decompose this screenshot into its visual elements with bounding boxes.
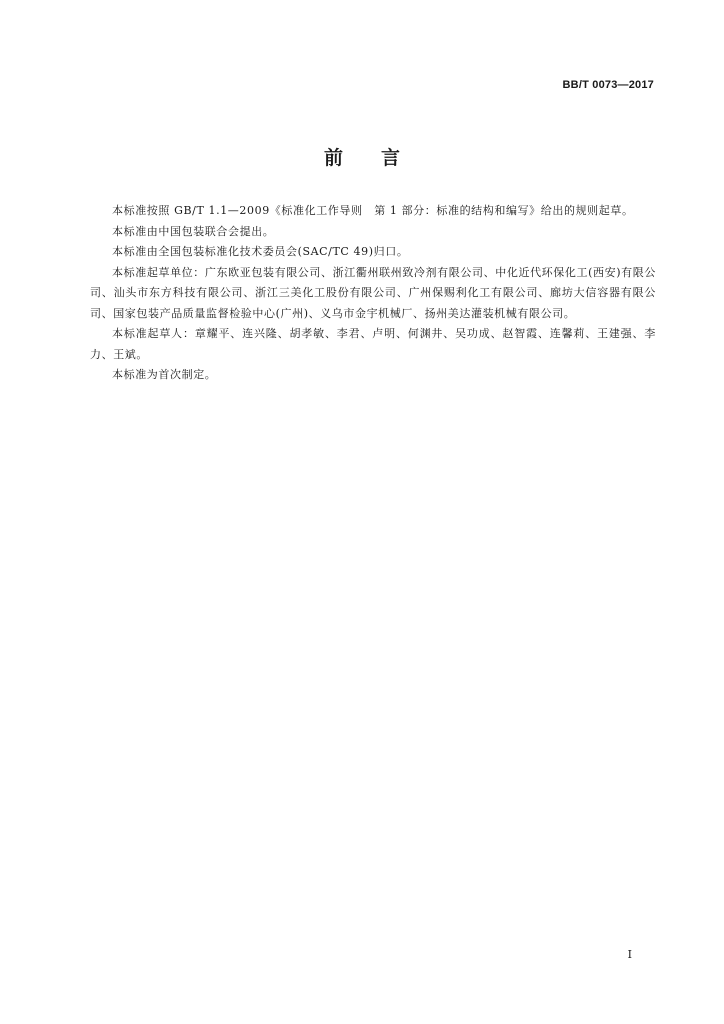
paragraph-proposed-by: 本标准由中国包装联合会提出。	[112, 224, 275, 238]
title-char-2: 言	[381, 147, 401, 169]
paragraph-centralized-by: 本标准由全国包装标准化技术委员会(SAC/TC 49)归口。	[112, 245, 409, 258]
paragraph-drafters: 本标准起草人：章耀平、连兴隆、胡孝敏、李君、卢明、何渊井、吴功成、赵智霞、连馨莉、王建强、李力、王斌。	[90, 327, 656, 361]
standard-code: BB/T 0073—2017	[562, 79, 654, 91]
paragraph-drafting-rules: 本标准按照 GB/T 1.1—2009《标准化工作导则 第 1 部分：标准的结构和编写》给出的规则起草。	[112, 204, 634, 217]
paragraph-first-edition: 本标准为首次制定。	[112, 368, 217, 381]
title-char-1: 前	[323, 147, 343, 169]
paragraph-drafting-units: 本标准起草单位：广东欧亚包装有限公司、浙江衢州联州致冷剂有限公司、中化近代环保化工(西安)有限公司、汕头市东方科技有限公司、浙江三美化工股份有限公司、广州保赐利化工有限公司、廊坊大信容器有限公司、国家包装产品质量监督检验中心(广州)、义乌市金宇机械厂、扬州美达灌装机械有限公司。	[90, 265, 656, 320]
page-number: I	[627, 948, 632, 961]
page-title	[0, 143, 724, 170]
foreword-body	[90, 201, 656, 386]
